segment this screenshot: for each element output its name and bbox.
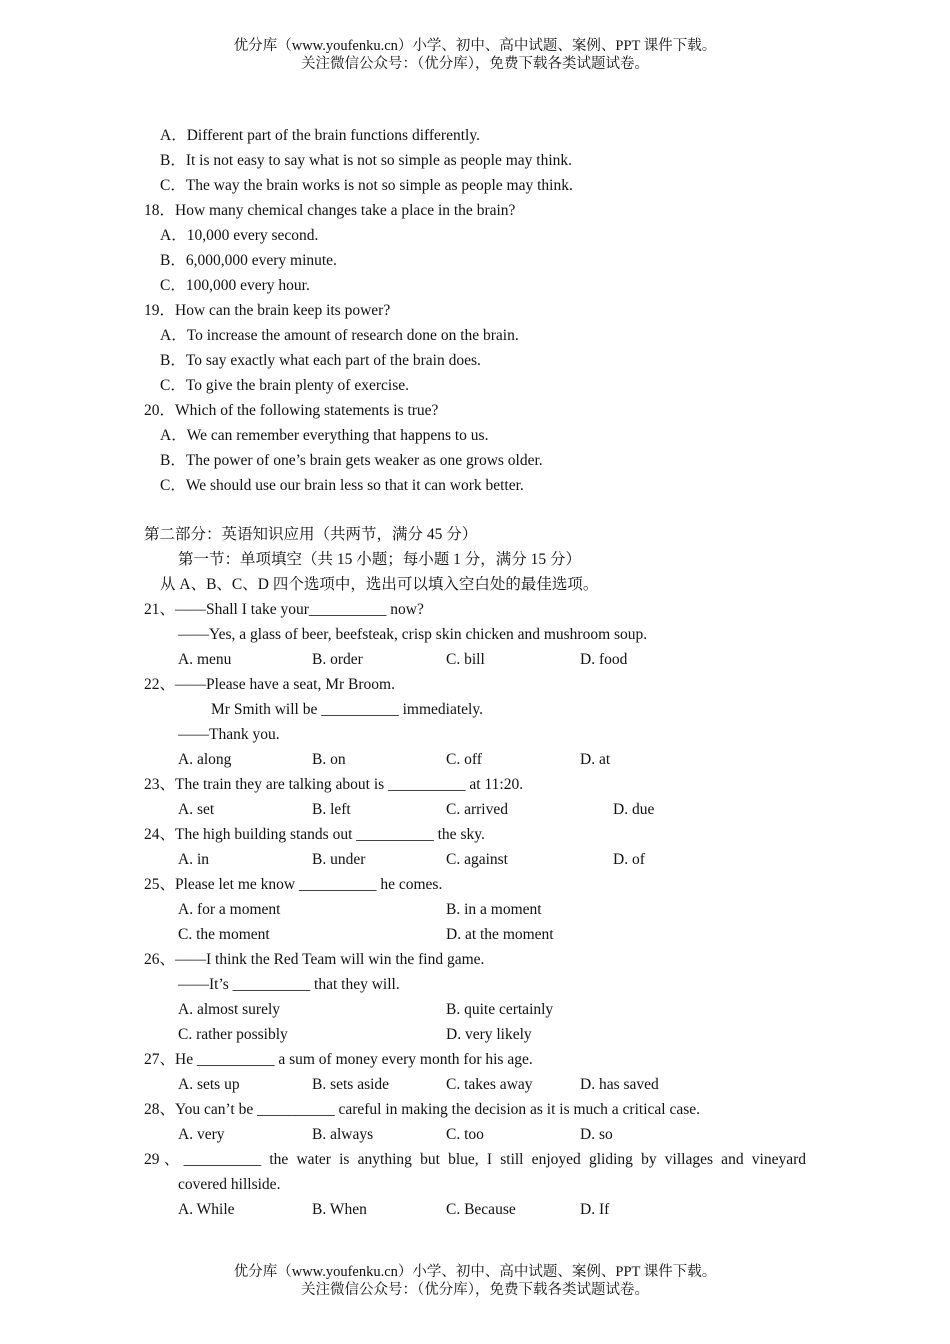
section1-title: 第一节：单项填空（共 15 小题；每小题 1 分，满分 15 分） [178, 551, 582, 568]
q22-line-3: ——Thank you. [178, 726, 280, 743]
q25-option-b: B. in a moment [446, 901, 542, 918]
q17-option-c: C．The way the brain works is not so simple as people may think. [160, 177, 573, 194]
q26-line-1: 26、——I think the Red Team will win the find game. [144, 951, 485, 968]
q20-option-b: B．The power of one’s brain gets weaker as one grows older. [160, 452, 543, 469]
q21-option-a: A. menu [178, 651, 232, 668]
q26-option-b: B. quite certainly [446, 1001, 554, 1018]
section1-instruction: 从 A、B、C、D 四个选项中，选出可以填入空白处的最佳选项。 [160, 576, 599, 593]
q26-option-d: D. very likely [446, 1026, 532, 1043]
footer-line-1: 优分库（www.youfenku.cn）小学、初中、高中试题、案例、PPT 课件下载。 [233, 1264, 717, 1280]
page-header [0, 37, 950, 73]
q19-option-c: C．To give the brain plenty of exercise. [160, 377, 409, 394]
q21-option-d: D. food [580, 651, 628, 668]
q29-option-c: C. Because [446, 1201, 516, 1218]
q21-option-c: C. bill [446, 651, 485, 668]
q28-option-b: B. always [312, 1126, 374, 1143]
q21-line-1: 21、——Shall I take your__________ now? [144, 601, 424, 618]
q25-option-d: D. at the moment [446, 926, 554, 943]
q22-option-b: B. on [312, 751, 346, 768]
q24-option-a: A. in [178, 851, 209, 868]
q18-option-b: B．6,000,000 every minute. [160, 252, 337, 269]
q21-option-b: B. order [312, 651, 363, 668]
footer-line-2: 关注微信公众号：（优分库），免费下载各类试题试卷。 [301, 1282, 649, 1298]
q21-line-2: ——Yes, a glass of beer, beefsteak, crisp skin chicken and mushroom soup. [178, 626, 648, 643]
q29-option-a: A. While [178, 1201, 235, 1218]
q27-stem: 27、He __________ a sum of money every month for his age. [144, 1051, 533, 1068]
q18-option-a: A．10,000 every second. [160, 227, 319, 244]
q28-stem: 28、You can’t be __________ careful in making the decision as it is much a critical case. [144, 1101, 701, 1118]
part2-title: 第二部分：英语知识应用（共两节，满分 45 分） [144, 526, 478, 543]
q26-line-2: ——It’s __________ that they will. [178, 976, 400, 993]
q29-option-d: D. If [580, 1201, 610, 1218]
q24-stem: 24、The high building stands out __________ the sky. [144, 826, 485, 843]
q23-option-d: D. due [613, 801, 655, 818]
q22-line-1: 22、——Please have a seat, Mr Broom. [144, 676, 395, 693]
q27-option-c: C. takes away [446, 1076, 533, 1093]
q24-option-c: C. against [446, 851, 508, 868]
q27-option-d: D. has saved [580, 1076, 659, 1093]
q20-option-c: C．We should use our brain less so that it can work better. [160, 477, 524, 494]
q24-option-d: D. of [613, 851, 645, 868]
q28-option-c: C. too [446, 1126, 484, 1143]
q23-option-b: B. left [312, 801, 351, 818]
header-line-1: 优分库（www.youfenku.cn）小学、初中、高中试题、案例、PPT 课件下载。 [233, 38, 717, 54]
q25-stem: 25、Please let me know __________ he comes. [144, 876, 443, 893]
q25-option-c: C. the moment [178, 926, 270, 943]
q28-option-a: A. very [178, 1126, 225, 1143]
q22-option-a: A. along [178, 751, 232, 768]
q29-line-1: 29、__________ the water is anything but blue, I still enjoyed gliding by villages and vineyard [144, 1151, 806, 1168]
q26-option-c: C. rather possibly [178, 1026, 288, 1043]
q29-line-2: covered hillside. [178, 1176, 281, 1193]
q22-option-d: D. at [580, 751, 611, 768]
q17-option-a: A．Different part of the brain functions differently. [160, 127, 480, 144]
q27-option-b: B. sets aside [312, 1076, 390, 1093]
q18-stem: 18．How many chemical changes take a place in the brain? [144, 202, 516, 219]
q23-stem: 23、The train they are talking about is __________ at 11:20. [144, 776, 524, 793]
q26-option-a: A. almost surely [178, 1001, 281, 1018]
q25-option-a: A. for a moment [178, 901, 281, 918]
header-line-2: 关注微信公众号：（优分库），免费下载各类试题试卷。 [301, 56, 649, 72]
q28-option-d: D. so [580, 1126, 613, 1143]
q19-option-b: B．To say exactly what each part of the brain does. [160, 352, 481, 369]
q19-option-a: A．To increase the amount of research done on the brain. [160, 327, 519, 344]
q23-option-c: C. arrived [446, 801, 508, 818]
q27-option-a: A. sets up [178, 1076, 240, 1093]
q19-stem: 19．How can the brain keep its power? [144, 302, 391, 319]
q29-option-b: B. When [312, 1201, 367, 1218]
q20-stem: 20．Which of the following statements is true? [144, 402, 439, 419]
q18-option-c: C．100,000 every hour. [160, 277, 310, 294]
page-footer [0, 1263, 950, 1299]
q23-option-a: A. set [178, 801, 215, 818]
q22-option-c: C. off [446, 751, 482, 768]
q20-option-a: A．We can remember everything that happens to us. [160, 427, 489, 444]
q24-option-b: B. under [312, 851, 366, 868]
q17-option-b: B．It is not easy to say what is not so simple as people may think. [160, 152, 572, 169]
q22-line-2: Mr Smith will be __________ immediately. [211, 701, 483, 718]
